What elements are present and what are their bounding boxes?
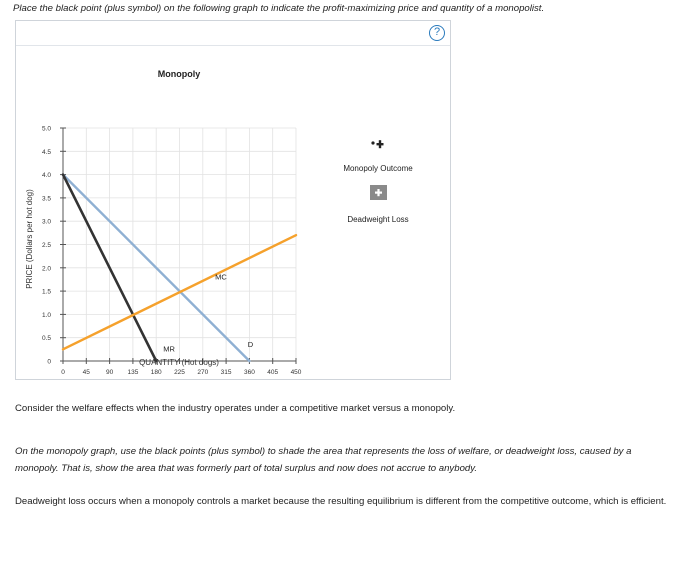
y-tick-label: 4.0 xyxy=(41,172,51,180)
legend-monopoly-outcome[interactable] xyxy=(343,140,413,173)
paragraph-instruction-deadweight: On the monopoly graph, use the black points (plus symbol) to shade the area that represents the loss of welfare, or deadweight loss, caused by a monopoly. That is, show the area that was formerly part of total surplus and now does not accrue to anybody. xyxy=(15,446,632,474)
y-tick-label: 1.5 xyxy=(41,288,51,296)
y-tick-label: 5.0 xyxy=(41,125,51,133)
paragraph-welfare: Consider the welfare effects when the industry operates under a competitive market versus a monopoly. xyxy=(15,403,456,414)
x-tick-label: 180 xyxy=(150,369,162,376)
chart-title: Monopoly xyxy=(157,69,201,79)
y-axis-label: PRICE (Dollars per hot dog) xyxy=(25,189,34,289)
legend-deadweight-loss-label: Deadweight Loss xyxy=(347,215,409,224)
legend-deadweight-loss[interactable] xyxy=(347,185,408,224)
y-tick-label: 3.5 xyxy=(41,195,51,203)
monopoly-chart xyxy=(16,45,450,379)
swatch-plus-icon-vertical xyxy=(377,189,379,196)
x-tick-label: 405 xyxy=(267,369,279,376)
y-tick-label: 4.5 xyxy=(41,148,51,156)
help-icon[interactable]: ? xyxy=(429,25,445,41)
x-tick-label: 360 xyxy=(243,369,255,376)
legend-monopoly-outcome-label: Monopoly Outcome xyxy=(343,164,413,173)
instruction-text: Place the black point (plus symbol) on the following graph to indicate the profit-maximizing price and quantity of a monopolist. xyxy=(13,3,545,14)
curve-label-d: D xyxy=(247,340,254,350)
x-tick-label: 450 xyxy=(290,369,302,376)
x-axis-label: QUANTITY (Hot dogs) xyxy=(139,358,219,367)
curve-label-mr: MR xyxy=(163,344,175,354)
x-tick-label: 315 xyxy=(220,369,232,376)
y-tick-label: 1.0 xyxy=(41,311,51,319)
curve-label-mc: MC xyxy=(215,272,227,282)
x-tick-label: 225 xyxy=(174,369,185,376)
x-tick-label: 90 xyxy=(105,369,114,376)
y-tick-label: 2.0 xyxy=(41,265,51,273)
x-tick-label: 270 xyxy=(197,369,209,376)
plus-point-icon[interactable] xyxy=(371,140,383,148)
y-tick-label: 0 xyxy=(47,358,51,366)
x-tick-label: 135 xyxy=(127,369,139,376)
panel-toolbar xyxy=(16,21,450,46)
x-tick-label: 45 xyxy=(82,369,90,376)
paragraph-deadweight-explanation: Deadweight loss occurs when a monopoly controls a market because the resulting equilibrium is different from the competitive outcome, which is efficient. xyxy=(15,496,667,507)
y-tick-label: 2.5 xyxy=(41,242,51,249)
x-tick-label: 0 xyxy=(61,369,65,376)
y-tick-label: 3.0 xyxy=(41,218,51,226)
y-tick-label: 0.5 xyxy=(41,335,51,343)
graph-panel xyxy=(15,20,451,380)
